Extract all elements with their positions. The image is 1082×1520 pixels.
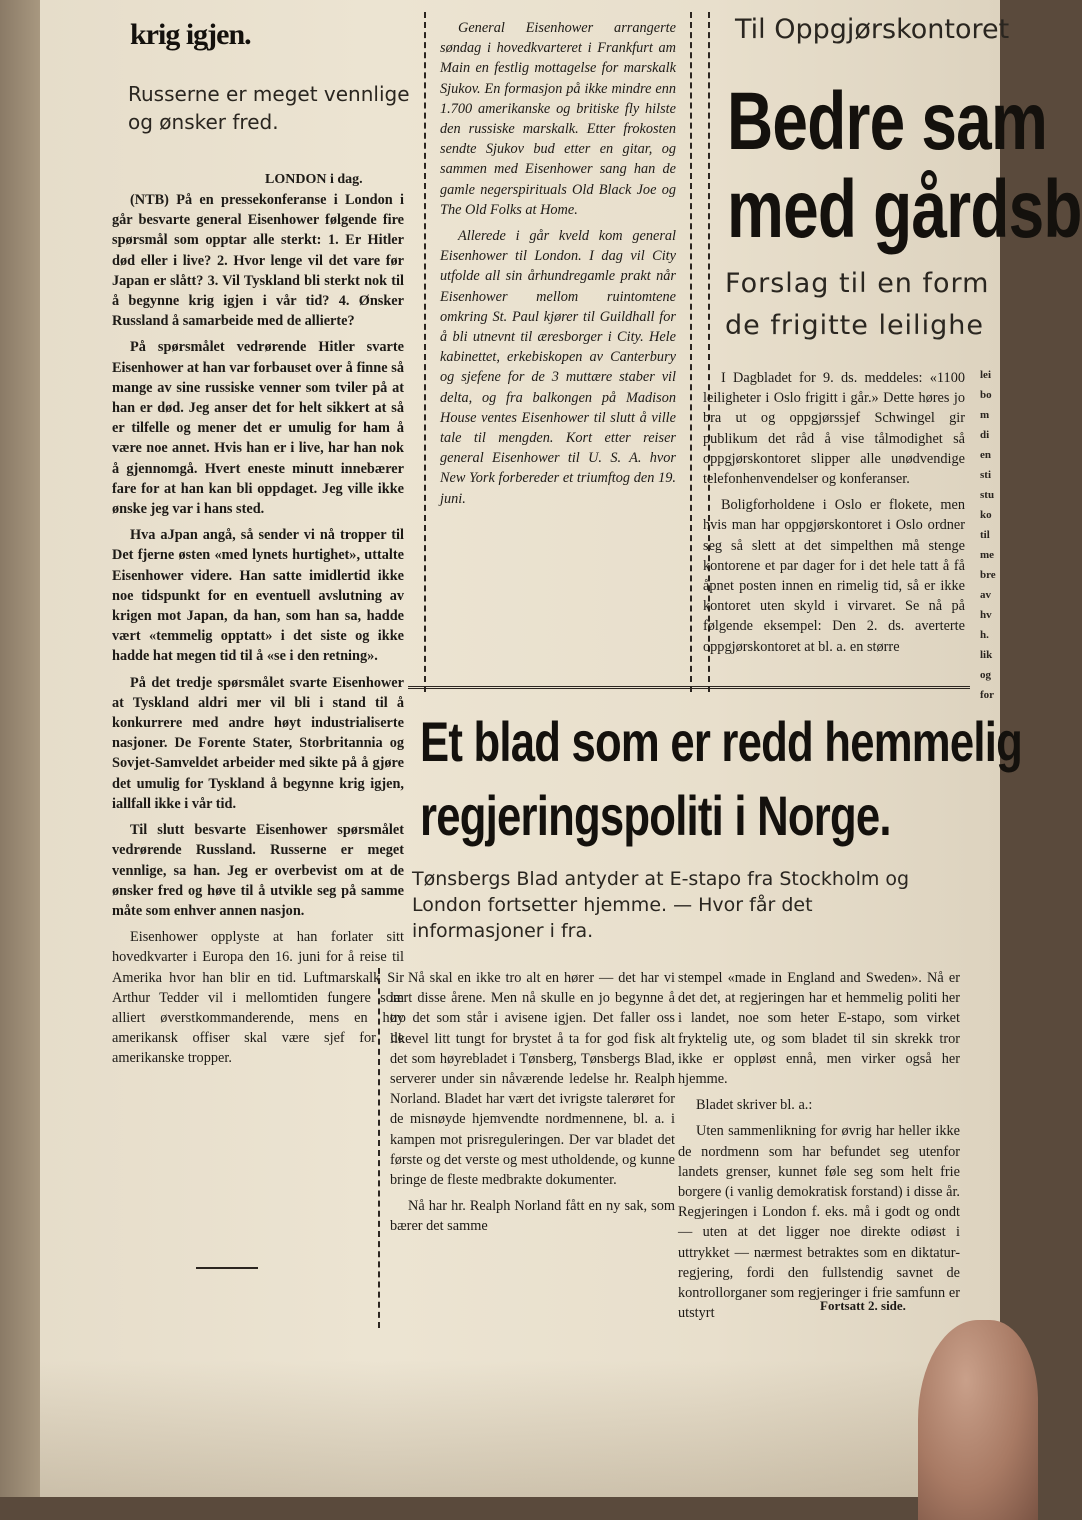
- margin-fragment: og: [980, 669, 991, 681]
- left-dateline: LONDON i dag.: [265, 172, 363, 187]
- margin-fragment: til: [980, 529, 990, 541]
- right-kicker: Til Oppgjørskontoret: [735, 14, 1010, 45]
- left-subhead: Russerne er meget vennlige og ønsker fred.: [128, 82, 410, 134]
- margin-fragment: me: [980, 549, 995, 561]
- margin-fragment: lei: [980, 369, 991, 381]
- thumb-holding-page: [918, 1320, 1038, 1520]
- left-paragraph: På spørsmålet vedrørende Hitler svarte Eisenhower at han var forbauset over å finne så mange av sine russiske venner som tviler på at han er død. Jeg anser det for helt sikkert at så er tilfelle og mener det er umulig for ham å være noe annet. Hvis han er i live, har han nok å gjennomgå. Hvert eneste minutt innebærer fare for at han kan bli oppdaget. Jeg ville ikke ønske jeg var i hans sted.: [112, 339, 404, 518]
- lower-col2-paragraph: Bladet skriver bl. a.:: [696, 1097, 813, 1114]
- middle-paragraph: Allerede i går kveld kom general Eisenhower til London. I dag vil City utfolde all sin århundregamle prakt når Eisenhower mellom ruintomtene omkring St. Paul kjører til Guildhall for å bli utnevnt til æresborger i City. Hele kabinettet, erkebiskopen av Canterbury og sjefene for de 3 muttære staber vil delta, og fra balkongen på Madison House ventes Eisenhower til slutt å ville tale til mengden. Kort etter reiser general Eisenhower til U. S. A. hvor New York forbereder et triumftog den 19. juni.: [440, 228, 676, 507]
- left-paragraph: På det tredje spørsmålet svarte Eisenhower at Tyskland aldri mer vil bli i stand til å konkurrere med andre høyt industrialiserte nasjoner. De Forente Stater, Storbritannia og Sovjet-Samveldet arbeider med sikte på å gjøre det umulig for Tyskland å begynne krig igjen, iallfall ikke i vår tid.: [112, 674, 404, 812]
- margin-fragment: stu: [980, 489, 995, 501]
- margin-fragment: hv: [980, 609, 992, 621]
- margin-fragment: di: [980, 429, 990, 441]
- middle-paragraph: General Eisenhower arrangerte søndag i hovedkvarteret i Frankfurt am Main en festlig mottagelse for marskalk Sjukov. En formasjon på ikke mindre enn 1.700 amerikanske og britiske fly hilste den russiske marskalk. Etter frokosten sendte Sjukov bud etter en gitar, og sammen med Eisenhower sang han de gamle negerspirituals Old Black Joe og The Old Folks at Home.: [440, 20, 676, 218]
- left-paragraph: Hva aJpan angå, så sender vi nå tropper til Det fjerne østen «med lynets hurtighet», uttalte Eisenhower videre. Han satte imidlertid ikke noe tidspunkt for en eventuell avslutning av krigen mot Japan, da han, som han sa, hadde vært «temmelig opptatt» i det siste og ikke hadde hat megen tid til å «se i den retning».: [112, 527, 404, 665]
- right-paragraph: Boligforholdene i Oslo er flokete, men hvis man har oppgjørskontoret i Oslo ordner seg så slett at det simpelthen må stenge kontorene et par dager for i det hele tatt å få åpnet posten innen en rimelig tid, så er ikke kontoret uten skyld i virvaret. Se nå på følgende eksempel: Den 2. ds. averterte oppgjørskontoret at bl. a. en større: [703, 497, 965, 655]
- lower-headline-line2: regjeringspoliti i Norge.: [420, 784, 891, 847]
- left-paragraph: (NTB) På en pressekonferanse i London i går besvarte general Eisenhower følgende fire spørsmål som opptar alle sterkt: 1. Er Hitler død eller i live? 2. Hvor lenge vil det vare før Japan er slått? 3. Vil Tyskland bli sterkt nok til å begynne krig igjen i vår tid? 4. Ønsker Russland å samarbeide med de allierte?: [112, 192, 404, 330]
- left-paragraph: Eisenhower opplyste at han forlater sitt hovedkvarter i Europa den 16. juni for å reise til Amerika hvor han blir en tid. Luftmarskalk Sir Arthur Tedder vil i mellomtiden fungere som alliert øverstkommanderende, mens en høy amerikansk offiser skal være sjef for de amerikanske tropper.: [112, 929, 404, 1067]
- margin-fragment: av: [980, 589, 991, 601]
- right-headline-line1: Bedre sam: [727, 76, 1048, 167]
- margin-fragment: lik: [980, 649, 993, 661]
- left-top-headline: krig igjen.: [130, 18, 251, 51]
- lower-col1-paragraph: Nå skal en ikke tro alt en hører — det har vi lært disse årene. Men nå skulle en jo begynne å tro det som står i avisene igjen. Det faller oss likevel litt tungt for brystet å ta for god fisk alt det som høyrebladet i Tønsberg, Tønsbergs Blad, serverer under sin nåværende ledelse hr. Realph Norland. Bladet har vært det ivrigste talerøret for de misnøyde hjemvendte nordmennene, bl. a. i kampen mot prisreguleringen. Der var bladet det første og det verste og mest utholdende, og kunne bringe de fleste medbrakte dokumenter.: [390, 970, 675, 1189]
- lower-col2-body: [678, 968, 960, 1329]
- right-paragraph: I Dagbladet for 9. ds. meddeles: «1100 leiligheter i Oslo frigitt i går.» Dette høres jo bra ut og oppgjørssjef Schwingel gir publikum det råd å vise tålmodighet så oppgjørskontoret slipper alle unødvendige telefonhenvendelser og konferanser.: [703, 370, 965, 488]
- margin-fragment: sti: [980, 469, 991, 481]
- right-article-body: [703, 368, 965, 663]
- left-article-body: [112, 190, 404, 1075]
- continued-note: Fortsatt 2. side.: [820, 1298, 906, 1313]
- lower-deck: Tønsbergs Blad antyder at E-stapo fra Stockholm og London fortsetter hjemme. — Hvor får det informasjoner i fra.: [412, 868, 910, 942]
- column-rule-lower: [378, 968, 380, 1328]
- lower-headline-clip: [415, 700, 1022, 860]
- margin-fragment: for: [980, 689, 995, 701]
- lower-col1-body: [390, 968, 675, 1243]
- margin-fragment: ko: [980, 509, 992, 521]
- lower-col2-paragraph: stempel «made in England and Sweden». Nå er det det, at regjeringen har et hemmelig politi her i landet, noe som heter E-stapo, som virket fryktelig ute, og som bladet til sin skrekk tror ikke er oppløst ennå, men virker også her hjemme.: [678, 970, 960, 1088]
- middle-article-body: [440, 18, 676, 515]
- margin-fragment: m: [980, 409, 990, 421]
- right-headline-line2: med gårdsb: [727, 164, 1082, 255]
- left-paragraph: Til slutt besvarte Eisenhower spørsmålet vedrørende Russland. Russerne er meget vennlige, sa han. Jeg er overbevist om at de ønsker fred og høve til å utvikle seg på samme måte som enhver annen nasjon.: [112, 822, 404, 919]
- right-deck-line2: de frigitte leilighe: [725, 310, 984, 341]
- margin-fragment: h.: [980, 629, 989, 641]
- right-margin-fragments: [980, 365, 1000, 705]
- right-article-clip: [703, 0, 1082, 690]
- margin-fragment: bo: [980, 389, 992, 401]
- left-end-rule: [196, 1267, 258, 1269]
- margin-fragment: bre: [980, 569, 996, 581]
- column-rule-middle: [690, 12, 692, 692]
- background-table: [0, 0, 40, 1497]
- margin-fragment: en: [980, 449, 991, 461]
- column-rule-left: [424, 12, 426, 692]
- page-shadow: [40, 1360, 1000, 1497]
- lower-col1-paragraph: Nå har hr. Realph Norland fått en ny sak, som bærer det samme: [390, 1198, 675, 1235]
- lower-headline-line1: Et blad som er redd hemmelig: [420, 710, 1022, 773]
- right-deck-line1: Forslag til en form: [725, 268, 990, 299]
- lower-col2-paragraph: Uten sammenlikning for øvrig har heller ikke de nordmenn som har befundet seg utenfor landets grenser, kunnet føle seg som helt frie borgere (i vanlig demokratisk forstand) i disse år. Regjeringen i London f. eks. må i godt og ondt — uten at det ligger noe direkte odiøst i uttrykket — nærmest betraktes som en diktatur-regjering, fordi den fullstendig savnet de kontrollorganer som regjeringer i frie samfunn er utstyrt: [678, 1123, 960, 1322]
